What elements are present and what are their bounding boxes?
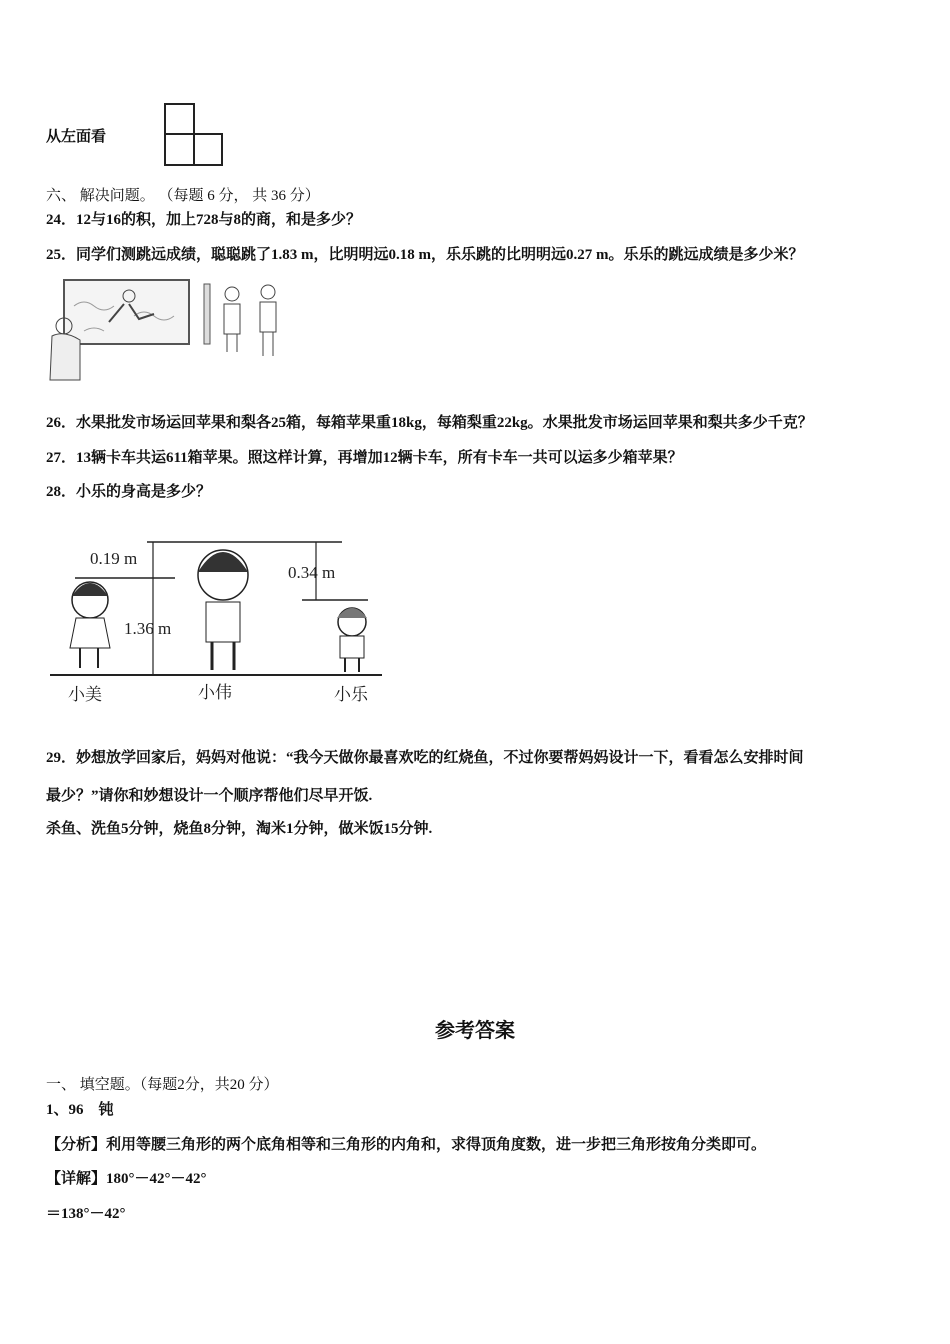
label-0-34m: 0.34 m	[288, 563, 336, 582]
answers-title: 参考答案	[435, 1018, 515, 1042]
view-label: 从左面看	[46, 129, 107, 145]
height-figure	[40, 530, 390, 712]
question-29-line1: 29．妙想放学回家后，妈妈对他说：“我今天做你最喜欢吃的红烧鱼，不过你要帮妈妈设计一下，看看怎么安排时间	[46, 750, 804, 766]
answer-detail: 【详解】180°－42°－42°	[46, 1171, 207, 1187]
name-xiaole: 小乐	[334, 685, 368, 704]
question-26: 26．水果批发市场运回苹果和梨各25箱，每箱苹果重18kg，每箱梨重22kg。水果批发市场运回苹果和梨共多少千克？	[46, 415, 813, 431]
name-xiaomei: 小美	[68, 685, 102, 704]
label-0-19m: 0.19 m	[90, 549, 138, 568]
answer-1: 1、96 钝	[46, 1102, 114, 1118]
name-xiaowei: 小伟	[198, 683, 232, 702]
question-25: 25．同学们测跳远成绩，聪聪跳了1.83 m，比明明远0.18 m，乐乐跳的比明明远0.27 m。乐乐的跳远成绩是多少米？	[46, 247, 804, 263]
answer-step: ＝138°－42°	[46, 1206, 126, 1222]
section-heading: 六、 解决问题。 （每题 6 分， 共 36 分）	[46, 188, 320, 204]
label-1-36m: 1.36 m	[124, 619, 172, 638]
question-27: 27．13辆卡车共运611箱苹果。照这样计算，再增加12辆卡车，所有卡车一共可以运多少箱苹果？	[46, 450, 683, 466]
question-29-line3: 杀鱼、洗鱼5分钟，烧鱼8分钟，淘米1分钟，做米饭15分钟.	[46, 821, 433, 837]
question-24: 24．12与16的积，加上728与8的商，和是多少？	[46, 212, 362, 228]
question-28: 28．小乐的身高是多少？	[46, 484, 212, 500]
answer-analysis: 【分析】利用等腰三角形的两个底角相等和三角形的内角和，求得顶角度数，进一步把三角形按角分类即可。	[46, 1137, 767, 1153]
question-29-line2: 最少？”请你和妙想设计一个顺序帮他们尽早开饭.	[46, 788, 373, 804]
long-jump-illustration	[44, 276, 284, 384]
left-view-figure	[163, 102, 225, 168]
answers-section-heading: 一、 填空题。（每题2分，共20 分）	[46, 1077, 279, 1093]
